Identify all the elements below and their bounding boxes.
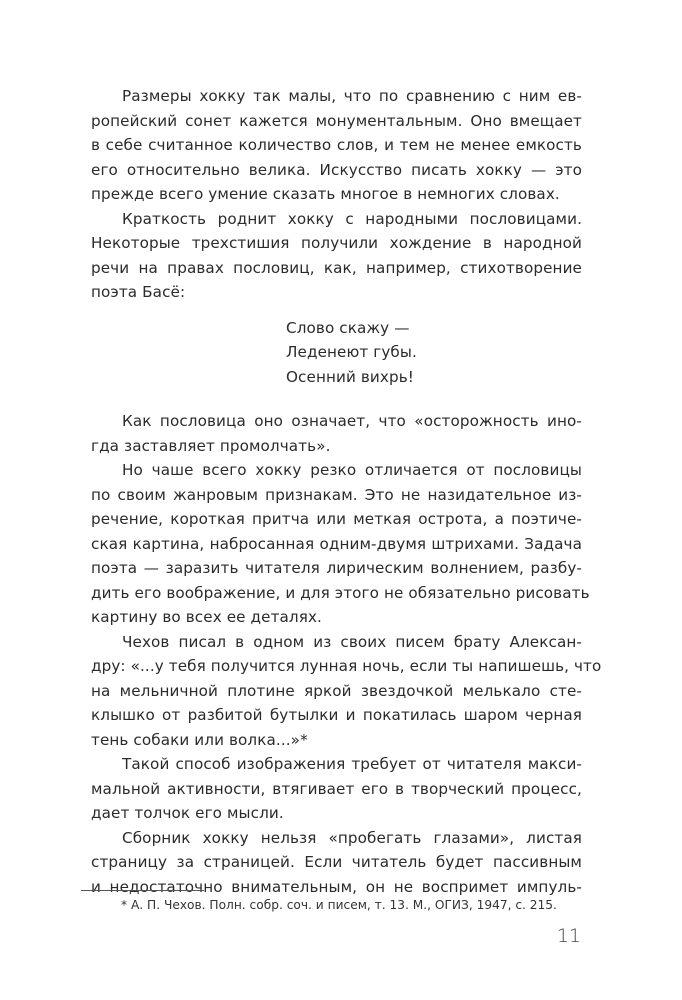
text-line: Краткость роднит хокку с народными пословицами. (122, 209, 582, 228)
text-line: его относительно велика. Искусство писать хокку — это (91, 160, 582, 179)
paragraph (91, 826, 582, 900)
poem-line: Леденеют губы. (286, 343, 417, 361)
text-line: Такой способ изображения требует от читателя макси- (122, 755, 582, 773)
paragraph (91, 84, 582, 207)
text-line: Чехов писал в одном из своих писем брату Алексан- (122, 632, 582, 651)
text-line: Но чаше всего хокку резко отличается от пословицы (122, 461, 582, 479)
text-line: картину во всех ее деталях. (91, 608, 322, 626)
text-line: ская картина, набросанная одним-двумя штрихами. Задача (91, 534, 582, 553)
text-line: дить его воображение, и для этого не обязательно рисовать (91, 583, 590, 602)
footnote: * А. П. Чехов. Полн. собр. соч. и писем, т. 13. М., ОГИЗ, 1947, с. 215. (121, 898, 557, 912)
paragraph (91, 752, 582, 826)
text-line: тень собаки или волка...»* (91, 730, 308, 749)
text-line: прежде всего умение сказать многое в немногих словах. (91, 185, 560, 203)
text-line: речение, короткая притча или меткая острота, а поэтиче- (91, 510, 582, 528)
poem (91, 316, 582, 390)
text-line: ропейский сонет кажется монументальным. Оно вмещает (91, 111, 582, 130)
text-line: и недостаточно внимательным, он не воспримет импуль- (91, 877, 582, 896)
text-line: мальной активности, втягивает его в творческий процесс, (91, 779, 582, 798)
text-line: дает толчок его мысли. (91, 804, 284, 822)
text-line: по своим жанровым признакам. Это не назидательное из- (91, 485, 582, 504)
poem-line: Слово скажу — (286, 318, 410, 337)
text-line: поэта — заразить читателя лирическим волнением, разбу- (91, 559, 582, 577)
text-line: страницу за страницей. Если читатель будет пассивным (91, 853, 582, 871)
text-line: поэта Басё: (91, 283, 186, 301)
page-number: 11 (556, 925, 581, 947)
text-line: Размеры хокку так малы, что по сравнению с ним ев- (122, 87, 582, 105)
paragraph (91, 630, 602, 753)
text-line: в себе считанное количество слов, и тем не менее емкость (91, 136, 582, 154)
text-line: клышко от разбитой бутылки и покатилась шаром черная (91, 706, 582, 724)
text-line: Как пословица оно означает, что «осторожность ино- (122, 412, 582, 430)
body-text (91, 84, 602, 899)
paragraphs-after-poem (91, 409, 602, 899)
poem-line: Осенний вихрь! (286, 367, 414, 386)
paragraph (91, 409, 582, 458)
footnote-divider (81, 890, 204, 891)
paragraphs-before-poem (91, 84, 582, 305)
text-line: гда заставляет промолчать». (91, 436, 331, 455)
text-line: дру: «...у тебя получится лунная ночь, если ты напишешь, что (91, 657, 602, 675)
text-line: на мельничной плотине яркой звездочкой мелькало сте- (91, 681, 582, 700)
text-line: речи на правах пословиц, как, например, стихотворение (91, 258, 582, 277)
text-line: Сборник хокку нельзя «пробегать глазами», листая (122, 828, 582, 847)
paragraph (91, 458, 590, 630)
paragraph (91, 207, 582, 305)
text-line: Некоторые трехстишия получили хождение в народной (91, 234, 582, 252)
